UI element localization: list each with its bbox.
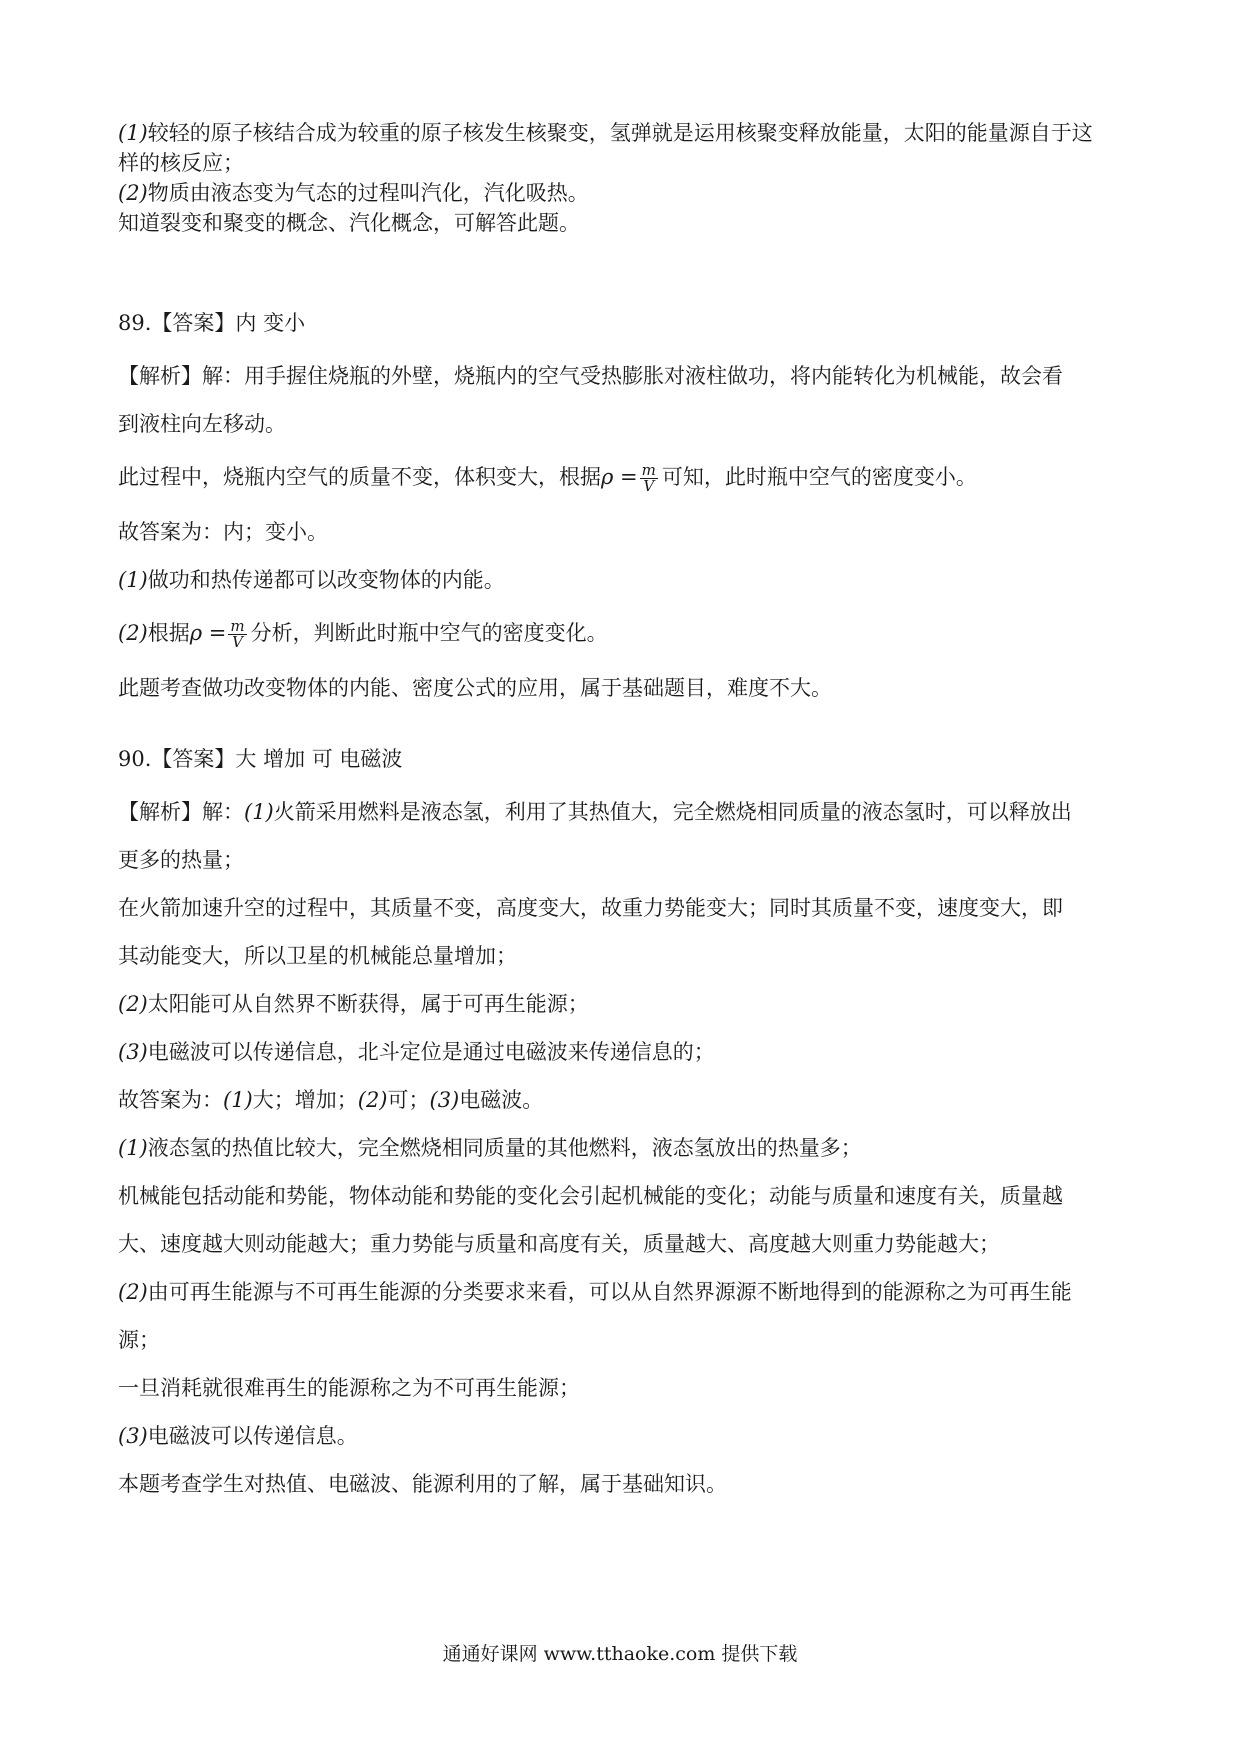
item-number: (2): [118, 181, 148, 205]
density-symbol: ρ =: [189, 621, 227, 645]
document-body: [118, 118, 1128, 1499]
item-number: (1): [118, 1136, 148, 1160]
density-fraction: [228, 619, 246, 650]
text: 物质由液态变为气态的过程叫汽化，汽化吸热。: [147, 181, 589, 205]
q90-answer: 90.【答案】大 增加 可 电磁波: [118, 747, 403, 771]
fraction-denominator: V: [643, 477, 655, 495]
q90-note-2: 机械能包括动能和势能，物体动能和势能的变化会引起机械能的变化；动能与质量和速度有关，质量越: [118, 1184, 1063, 1208]
text: 可；: [387, 1088, 430, 1112]
q89-summary: 此题考查做功改变物体的内能、密度公式的应用，属于基础题目，难度不大。: [118, 676, 832, 700]
item-number: (3): [118, 1424, 148, 1448]
text: 电磁波。: [459, 1088, 544, 1112]
fraction-numerator: m: [641, 461, 656, 479]
q89-note-1: [118, 565, 1128, 595]
text: 根据: [147, 621, 190, 645]
text: 由可再生能源与不可再生能源的分类要求来看，可以从自然界源源不断地得到的能源称之为可再生能: [147, 1280, 1072, 1304]
q90-note-5: [118, 1421, 1128, 1451]
text: 大；增加；: [252, 1088, 358, 1112]
q90-analysis-3: [118, 989, 1128, 1019]
q90-summary: 本题考查学生对热值、电磁波、能源利用的了解，属于基础知识。: [118, 1472, 727, 1496]
item-number: (1): [118, 568, 148, 592]
q89-note-2: [118, 618, 1128, 650]
density-fraction: [640, 463, 658, 494]
item-number: (1): [118, 121, 148, 145]
text: 较轻的原子核结合成为较重的原子核发生核聚变，氢弹就是运用核聚变释放能量，太阳的能量源自于这: [147, 121, 1093, 145]
text: 此过程中，烧瓶内空气的质量不变，体积变大，根据: [118, 465, 601, 489]
density-symbol: ρ =: [601, 465, 638, 489]
text: 【解析】解：: [118, 800, 244, 824]
fraction-denominator: V: [232, 633, 243, 651]
q90-analysis-1: [118, 797, 1128, 827]
intro-paragraph-3: 知道裂变和聚变的概念、汽化概念，可解答此题。: [118, 211, 580, 235]
q89-analysis-1: 【解析】解：用手握住烧瓶的外壁，烧瓶内的空气受热膨胀对液柱做功，将内能转化为机械能，故会看: [118, 364, 1063, 388]
q90-analysis-2: 在火箭加速升空的过程中，其质量不变，高度变大，故重力势能变大；同时其质量不变，速度变大，即: [118, 896, 1063, 920]
page-footer: 通通好课网 www.tthaoke.com 提供下载: [442, 1643, 798, 1665]
text: 可知，此时瓶中空气的密度变小。: [661, 465, 977, 489]
text: 电磁波可以传递信息。: [147, 1424, 358, 1448]
q90-analysis-1-cont: 更多的热量；: [118, 848, 244, 872]
q89-analysis-1-cont: 到液柱向左移动。: [118, 412, 286, 436]
q90-note-4: 一旦消耗就很难再生的能源称之为不可再生能源；: [118, 1376, 580, 1400]
text: 分析，判断此时瓶中空气的密度变化。: [250, 621, 608, 645]
q90-conclusion: [118, 1085, 1128, 1115]
text: 太阳能可从自然界不断获得，属于可再生能源；: [147, 992, 589, 1016]
item-number: (3): [429, 1088, 460, 1112]
q90-note-2-cont: 大、速度越大则动能越大；重力势能与质量和高度有关，质量越大、高度越大则重力势能越大；: [118, 1232, 1000, 1256]
text: 做功和热传递都可以改变物体的内能。: [147, 568, 505, 592]
intro-paragraph-1: [118, 118, 1128, 148]
text: 电磁波可以传递信息，北斗定位是通过电磁波来传递信息的；: [147, 1040, 715, 1064]
q90-note-3-cont: 源；: [118, 1328, 160, 1352]
q90-analysis-4: [118, 1037, 1128, 1067]
item-number: (2): [118, 1280, 148, 1304]
q90-note-1: [118, 1133, 1128, 1163]
q90-analysis-2-cont: 其动能变大，所以卫星的机械能总量增加；: [118, 944, 517, 968]
item-number: (2): [118, 992, 148, 1016]
item-number: (1): [223, 1088, 253, 1112]
item-number: (3): [118, 1040, 148, 1064]
q89-answer: 89.【答案】内 变小: [118, 311, 306, 335]
q89-analysis-2: [118, 462, 1128, 494]
text: 液态氢的热值比较大，完全燃烧相同质量的其他燃料，液态氢放出的热量多；: [147, 1136, 862, 1160]
intro-paragraph-2: [118, 178, 1128, 208]
q89-conclusion: 故答案为：内；变小。: [118, 520, 328, 544]
item-number: (2): [357, 1088, 388, 1112]
text: 火箭采用燃料是液态氢，利用了其热值大，完全燃烧相同质量的液态氢时，可以释放出: [273, 800, 1072, 824]
text: 故答案为：: [118, 1088, 223, 1112]
intro-paragraph-1-cont: 样的核反应；: [118, 151, 244, 175]
q90-note-3: [118, 1277, 1128, 1307]
item-number: (2): [118, 621, 148, 645]
fraction-numerator: m: [230, 617, 245, 635]
item-number: (1): [244, 800, 274, 824]
